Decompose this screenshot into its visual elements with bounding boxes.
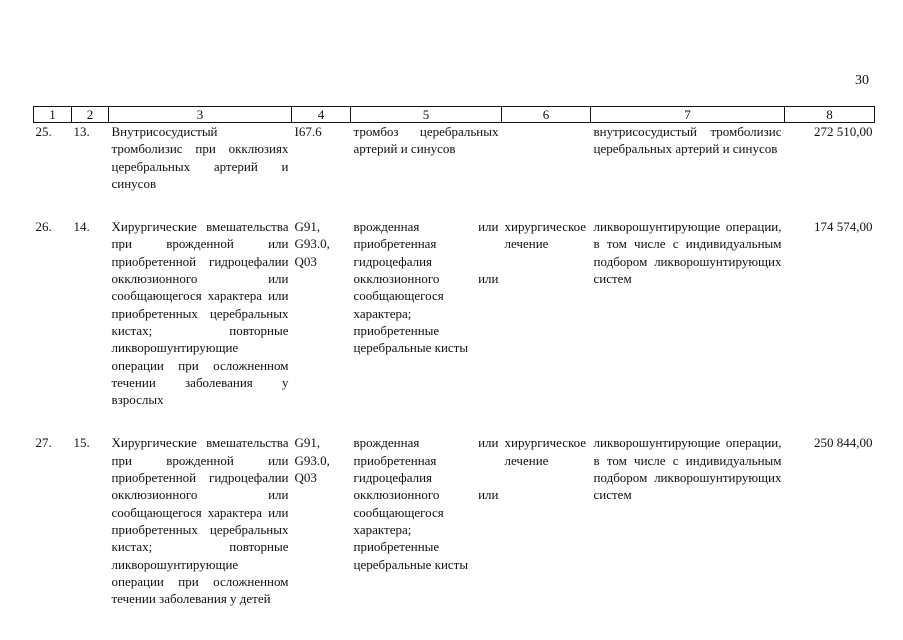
table-row: [34, 218, 875, 434]
treatment-type: хирургическое лечение: [504, 219, 587, 252]
header-col-1: 1: [34, 107, 72, 123]
row-number: 27.: [35, 435, 52, 451]
treatment-type: [502, 123, 591, 219]
header-col-3: 3: [109, 107, 292, 123]
header-col-2: 2: [72, 107, 109, 123]
service-name: Хирургические вмешательства при врожденной или приобретенной гидроцефалии окклюзионного или сообщающегося характера или приобретенных церебральных кистах; повторные ликворошунтирующие операции при осложненном течении заболевания у детей: [111, 435, 289, 607]
services-table: [33, 106, 875, 633]
treatment-type: хирургическое лечение: [504, 435, 587, 468]
header-col-5: 5: [351, 107, 502, 123]
treatment-method: ликворошунтирующие операции, в том числе с индивидуальным подбором ликворошунтирующих систем: [593, 435, 782, 503]
row-number: 26.: [35, 219, 52, 235]
table-row: [34, 434, 875, 633]
standard-cost: 250 844,00: [814, 435, 873, 451]
header-col-8: 8: [785, 107, 875, 123]
standard-cost: 272 510,00: [814, 124, 873, 139]
table-row: [34, 123, 875, 219]
page-number: 30: [855, 73, 869, 88]
header-col-7: 7: [591, 107, 785, 123]
patient-model: врожденная или приобретенная гидроцефалия окклюзионного или сообщающегося характера; приобретенные церебральные кисты: [353, 219, 499, 356]
service-name: Внутрисосудистый тромболизис при окклюзиях церебральных артерий и синусов: [111, 124, 289, 191]
icd-codes: I67.6: [294, 124, 322, 139]
group-number: 15.: [73, 435, 90, 451]
standard-cost: 174 574,00: [814, 219, 873, 235]
group-number: 14.: [73, 219, 90, 235]
header-col-4: 4: [292, 107, 351, 123]
group-number: 13.: [73, 124, 90, 139]
header-col-6: 6: [502, 107, 591, 123]
treatment-method: внутрисосудистый тромболизис церебральных артерий и синусов: [593, 124, 782, 157]
column-number-header: [34, 107, 875, 123]
row-number: 25.: [35, 124, 52, 139]
patient-model: тромбоз церебральных артерий и синусов: [353, 124, 499, 157]
icd-codes: G91, G93.0, Q03: [294, 435, 330, 486]
icd-codes: G91, G93.0, Q03: [294, 219, 330, 269]
treatment-method: ликворошунтирующие операции, в том числе с индивидуальным подбором ликворошунтирующих систем: [593, 219, 782, 287]
patient-model: врожденная или приобретенная гидроцефалия окклюзионного или сообщающегося характера; приобретенные церебральные кисты: [353, 435, 499, 572]
service-name: Хирургические вмешательства при врожденной или приобретенной гидроцефалии окклюзионного или сообщающегося характера или приобретенных церебральных кистах; повторные ликворошунтирующие операции при осложненном течении заболевания у взрослых: [111, 219, 289, 408]
